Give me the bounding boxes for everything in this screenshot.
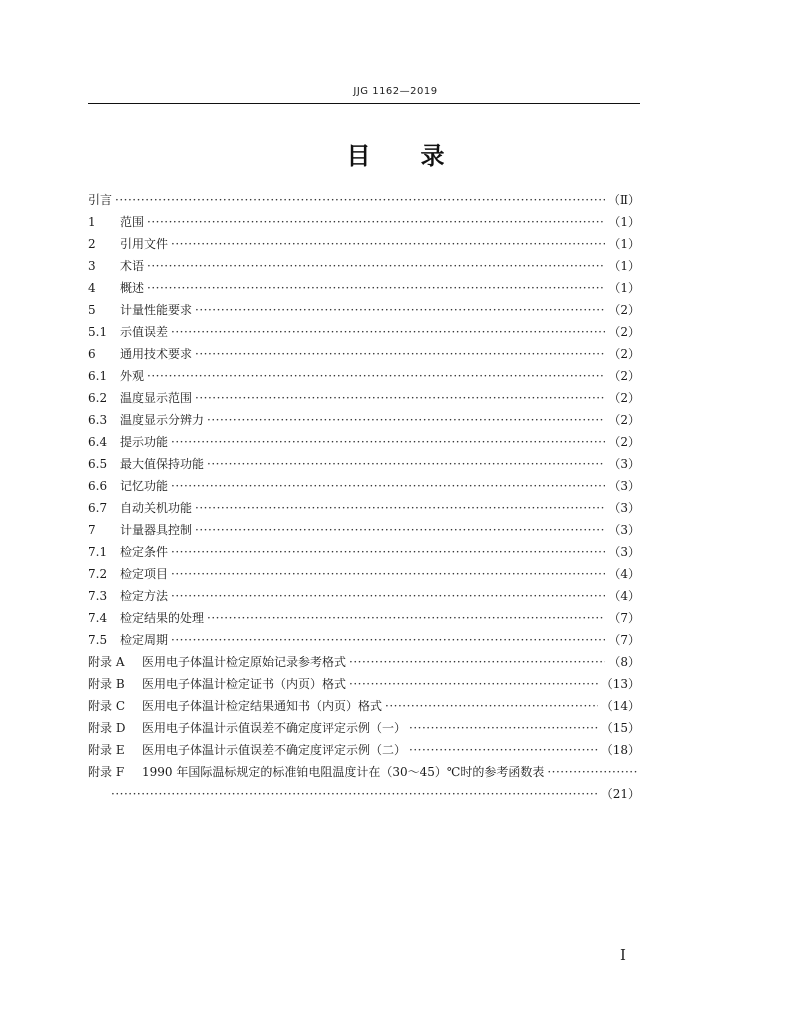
dot-leader [171,629,605,651]
toc-item-5[interactable] [88,299,640,321]
toc-item-number: 7.4 [88,611,108,625]
dot-leader [207,453,605,475]
toc-appendix-text: 医用电子体温计示值误差不确定度评定示例（一） [142,721,407,735]
toc-item-number: 7.2 [88,567,108,581]
toc-item-number: 7.3 [88,589,108,603]
dot-leader [349,651,605,673]
toc-item-text: 引言 [88,193,113,207]
toc-item-number: 1 [88,215,96,229]
toc-item-6-1[interactable] [88,365,640,387]
toc-item-text: 自动关机功能 [120,501,193,515]
toc-item-page: （3） [608,479,640,493]
toc-item-page: （1） [608,259,640,273]
toc-appendix-text: 医用电子体温计检定原始记录参考格式 [142,655,347,669]
toc-item-page: （2） [608,435,640,449]
toc-item-text: 记忆功能 [120,479,169,493]
toc-item-text: 温度显示范围 [120,391,193,405]
toc-item-page: （2） [608,325,640,339]
toc-item-number: 6.1 [88,369,108,383]
toc-item-number: 4 [88,281,96,295]
toc-item-number: 6.6 [88,479,108,493]
toc-item-number: 6.2 [88,391,108,405]
toc-item-text: 温度显示分辨力 [120,413,205,427]
dot-leader [349,673,598,695]
toc-item-text: 外观 [120,369,145,383]
toc-item-page: （4） [608,589,640,603]
toc-item-number: 5 [88,303,96,317]
toc-appendix-number: 附录 B [88,677,125,691]
toc-item-6-3[interactable] [88,409,640,431]
toc-appendix-number: 附录 D [88,721,126,735]
toc-item-page: （2） [608,369,640,383]
dot-leader [171,233,605,255]
toc-item-text: 提示功能 [120,435,169,449]
dot-leader [207,409,605,431]
toc-item-number: 7.5 [88,633,108,647]
page-number: I [620,946,626,964]
header-rule [88,103,640,104]
toc-appendix-f-continuation[interactable] [88,783,640,805]
toc-appendix-a[interactable] [88,651,640,673]
toc-item-text: 检定项目 [120,567,169,581]
toc-item-6-7[interactable] [88,497,640,519]
toc-item-page: （4） [608,567,640,581]
dot-leader [409,717,598,739]
page-title: 目录 [346,142,495,170]
dot-leader [147,211,605,233]
toc-item-page: （2） [608,413,640,427]
toc-item-text: 计量器具控制 [120,523,193,537]
dot-leader [207,607,605,629]
toc-appendix-page: （13） [600,677,640,691]
dot-leader [171,475,605,497]
toc-item-7-2[interactable] [88,563,640,585]
toc-item-text: 最大值保持功能 [120,457,205,471]
toc-item-number: 6 [88,347,96,361]
dot-leader [171,321,605,343]
toc-appendix-number: 附录 A [88,655,125,669]
table-of-contents [88,189,640,805]
toc-appendix-b[interactable] [88,673,640,695]
dot-leader [195,343,605,365]
toc-item-7-4[interactable] [88,607,640,629]
toc-appendix-page: （8） [608,655,640,669]
toc-appendix-d[interactable] [88,717,640,739]
toc-item-number: 6.3 [88,413,108,427]
toc-item-6-4[interactable] [88,431,640,453]
toc-item-page: （2） [608,347,640,361]
toc-item-text: 概述 [120,281,145,295]
dot-leader [385,695,598,717]
toc-item-2[interactable] [88,233,640,255]
toc-appendix-text: 医用电子体温计示值误差不确定度评定示例（二） [142,743,407,757]
toc-item-text: 检定周期 [120,633,169,647]
toc-item-page: （Ⅱ） [607,193,640,207]
toc-item-7[interactable] [88,519,640,541]
toc-item-7-5[interactable] [88,629,640,651]
dot-leader [115,189,605,211]
toc-appendix-page: （14） [600,699,640,713]
toc-item-6-2[interactable] [88,387,640,409]
toc-item-4[interactable] [88,277,640,299]
toc-appendix-f[interactable] [88,761,640,783]
standard-code-header: JJG 1162—2019 [353,86,438,97]
dot-leader [171,541,605,563]
toc-item-text: 检定方法 [120,589,169,603]
toc-item-number: 6.4 [88,435,108,449]
toc-appendix-text: 医用电子体温计检定结果通知书（内页）格式 [142,699,383,713]
dot-leader [171,431,605,453]
toc-item-3[interactable] [88,255,640,277]
toc-appendix-text: 医用电子体温计检定证书（内页）格式 [142,677,347,691]
toc-appendix-c[interactable] [88,695,640,717]
toc-item-text: 示值误差 [120,325,169,339]
toc-appendix-page: （15） [600,721,640,735]
toc-item-text: 计量性能要求 [120,303,193,317]
toc-item-page: （7） [608,633,640,647]
toc-item-text: 范围 [120,215,145,229]
dot-leader [195,497,605,519]
toc-item-text: 通用技术要求 [120,347,193,361]
toc-appendix-number: 附录 F [88,765,125,779]
dot-leader [195,519,605,541]
toc-item-6[interactable] [88,343,640,365]
toc-item-number: 6.7 [88,501,108,515]
toc-item-page: （1） [608,281,640,295]
toc-item-page: （2） [608,303,640,317]
toc-item-page: （1） [608,215,640,229]
dot-leader [171,563,605,585]
toc-appendix-e[interactable] [88,739,640,761]
toc-item-page: （7） [608,611,640,625]
toc-item-6-6[interactable] [88,475,640,497]
toc-item-page: （3） [608,545,640,559]
toc-item-number: 2 [88,237,96,251]
toc-appendix-number: 附录 C [88,699,125,713]
toc-item-number: 7.1 [88,545,108,559]
toc-item-text: 检定结果的处理 [120,611,205,625]
toc-item-5-1[interactable] [88,321,640,343]
toc-appendix-text: 1990 年国际温标规定的标准铂电阻温度计在（30～45）℃时的参考函数表 [142,765,545,779]
toc-item-page: （2） [608,391,640,405]
toc-appendix-number: 附录 E [88,743,125,757]
toc-item-number: 6.5 [88,457,108,471]
toc-item-page: （1） [608,237,640,251]
toc-item-7-1[interactable] [88,541,640,563]
dot-leader [547,761,637,783]
toc-item-6-5[interactable] [88,453,640,475]
toc-appendix-page: （21） [600,787,640,801]
dot-leader [111,783,598,805]
toc-item-number: 3 [88,259,96,273]
toc-item-introduction[interactable] [88,189,640,211]
dot-leader [409,739,598,761]
toc-item-page: （3） [608,523,640,537]
dot-leader [147,277,605,299]
toc-item-1[interactable] [88,211,640,233]
toc-item-text: 术语 [120,259,145,273]
dot-leader [147,255,605,277]
dot-leader [147,365,605,387]
toc-item-page: （3） [608,457,640,471]
dot-leader [195,299,605,321]
dot-leader [195,387,605,409]
dot-leader [171,585,605,607]
toc-item-7-3[interactable] [88,585,640,607]
toc-item-page: （3） [608,501,640,515]
toc-item-number: 7 [88,523,96,537]
toc-item-text: 引用文件 [120,237,169,251]
toc-item-number: 5.1 [88,325,108,339]
toc-item-text: 检定条件 [120,545,169,559]
toc-appendix-page: （18） [600,743,640,757]
